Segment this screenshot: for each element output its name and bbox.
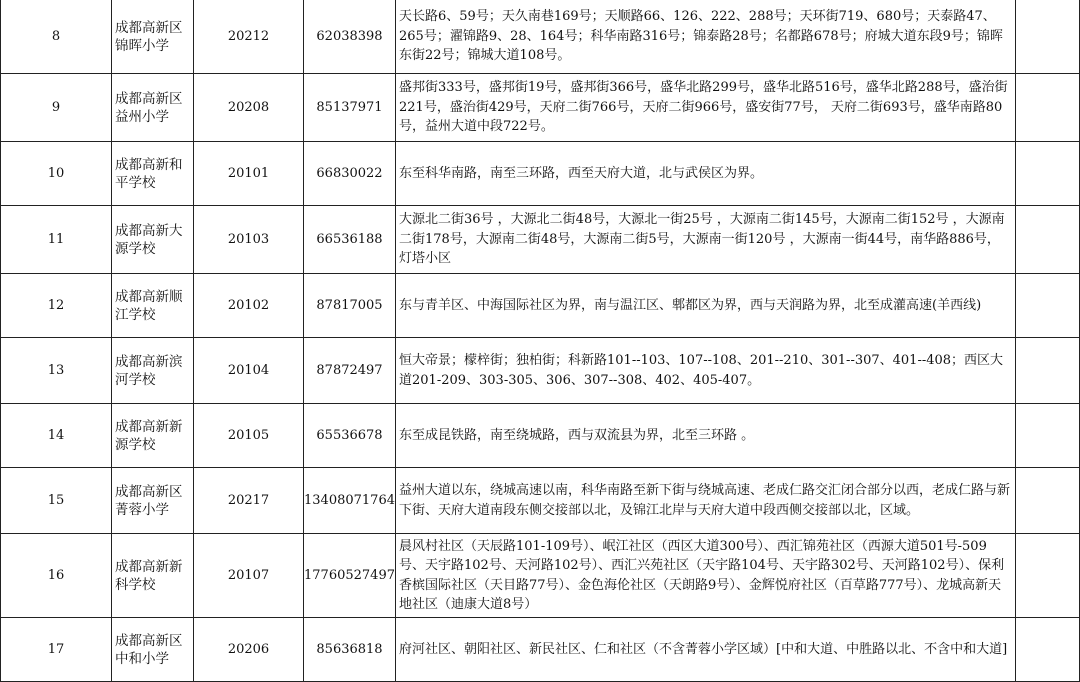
table-row	[1, 404, 1080, 468]
table-row	[1, 274, 1080, 338]
row-number: 8	[1, 0, 112, 74]
school-name: 成都高新新 源学校	[112, 404, 194, 468]
empty-cell	[1016, 338, 1080, 404]
empty-cell	[1016, 404, 1080, 468]
phone-number: 87872497	[304, 338, 396, 404]
school-code: 20102	[194, 274, 304, 338]
table-row	[1, 74, 1080, 142]
school-name: 成都高新大 源学校	[112, 206, 194, 274]
school-code: 20107	[194, 534, 304, 618]
phone-number: 66536188	[304, 206, 396, 274]
table-row	[1, 618, 1080, 682]
school-name: 成都高新区 中和小学	[112, 618, 194, 682]
phone-number: 65536678	[304, 404, 396, 468]
table-row	[1, 338, 1080, 404]
phone-number: 87817005	[304, 274, 396, 338]
empty-cell	[1016, 274, 1080, 338]
empty-cell	[1016, 468, 1080, 534]
school-code: 20101	[194, 142, 304, 206]
enrollment-area: 大源北二街36号 ，大源北二街48号，大源北一街25号 ，大源南二街145号，大源南二街152号 ，大源南二街178号，大源南二街48号，大源南二街5号，大源南一街120号 ，大源南一街44号，南华路886号，灯塔小区	[396, 206, 1016, 274]
phone-number: 17760527497	[304, 534, 396, 618]
school-name: 成都高新顺 江学校	[112, 274, 194, 338]
phone-number: 85137971	[304, 74, 396, 142]
school-name: 成都高新区 菁蓉小学	[112, 468, 194, 534]
empty-cell	[1016, 618, 1080, 682]
table-row	[1, 468, 1080, 534]
empty-cell	[1016, 534, 1080, 618]
school-name: 成都高新和 平学校	[112, 142, 194, 206]
empty-cell	[1016, 74, 1080, 142]
row-number: 14	[1, 404, 112, 468]
empty-cell	[1016, 0, 1080, 74]
enrollment-area: 恒大帝景；檬梓街；独柏街；科新路101--103、107--108、201--210、301--307、401--408；西区大道201-209、303-305、306、307--308、402、405-407。	[396, 338, 1016, 404]
table-row	[1, 534, 1080, 618]
empty-cell	[1016, 206, 1080, 274]
row-number: 10	[1, 142, 112, 206]
empty-cell	[1016, 142, 1080, 206]
school-name: 成都高新滨 河学校	[112, 338, 194, 404]
phone-number: 62038398	[304, 0, 396, 74]
enrollment-area: 东与青羊区、中海国际社区为界，南与温江区、郫都区为界，西与天润路为界，北至成灌高速(羊西线)	[396, 274, 1016, 338]
row-number: 16	[1, 534, 112, 618]
enrollment-area: 东至成昆铁路，南至绕城路，西与双流县为界，北至三环路 。	[396, 404, 1016, 468]
row-number: 9	[1, 74, 112, 142]
row-number: 15	[1, 468, 112, 534]
school-name: 成都高新区 锦晖小学	[112, 0, 194, 74]
enrollment-area: 天长路6、59号；天久南巷169号；天顺路66、126、222、288号；天环街719、680号；天泰路47、265号；濯锦路9、28、164号；科华南路316号；锦泰路28号；名都路678号；府城大道东段9号；锦晖东街22号；锦城大道108号。	[396, 0, 1016, 74]
school-code: 20104	[194, 338, 304, 404]
row-number: 11	[1, 206, 112, 274]
row-number: 17	[1, 618, 112, 682]
school-name: 成都高新新 科学校	[112, 534, 194, 618]
school-code: 20217	[194, 468, 304, 534]
enrollment-area: 益州大道以东，绕城高速以南，科华南路至新下街与绕城高速、老成仁路交汇闭合部分以西，老成仁路与新下街、天府大道南段东侧交接部以北，及锦江北岸与天府大道中段西侧交接部以北，区域。	[396, 468, 1016, 534]
table-row	[1, 0, 1080, 74]
enrollment-area: 东至科华南路，南至三环路，西至天府大道，北与武侯区为界。	[396, 142, 1016, 206]
enrollment-area: 府河社区、朝阳社区、新民社区、仁和社区（不含菁蓉小学区域）[中和大道、中胜路以北、不含中和大道]	[396, 618, 1016, 682]
row-number: 12	[1, 274, 112, 338]
enrollment-area: 晨风村社区（天辰路101-109号）、岷江社区（西区大道300号）、西汇锦苑社区（西源大道501号-509号、天宇路102号、天河路102号）、西汇兴苑社区（天宇路104号、天宇路302号、天河路102号）、保利香槟国际社区（天目路77号）、金色海伦社区（天朗路9号）、金辉悦府社区（百草路777号）、龙城高新天地社区（迪康大道8号）	[396, 534, 1016, 618]
enrollment-area: 盛邦街333号，盛邦街19号，盛邦街366号，盛华北路299号，盛华北路516号，盛华北路288号，盛治街221号，盛治街429号，天府二街766号，天府二街966号，盛安街77号， 天府二街693号，盛华南路80号，益州大道中段722号。	[396, 74, 1016, 142]
phone-number: 66830022	[304, 142, 396, 206]
school-code: 20103	[194, 206, 304, 274]
row-number: 13	[1, 338, 112, 404]
table-row	[1, 142, 1080, 206]
phone-number: 13408071764	[304, 468, 396, 534]
school-code: 20105	[194, 404, 304, 468]
school-name: 成都高新区 益州小学	[112, 74, 194, 142]
school-code: 20212	[194, 0, 304, 74]
school-code: 20208	[194, 74, 304, 142]
school-code: 20206	[194, 618, 304, 682]
phone-number: 85636818	[304, 618, 396, 682]
table-row	[1, 206, 1080, 274]
